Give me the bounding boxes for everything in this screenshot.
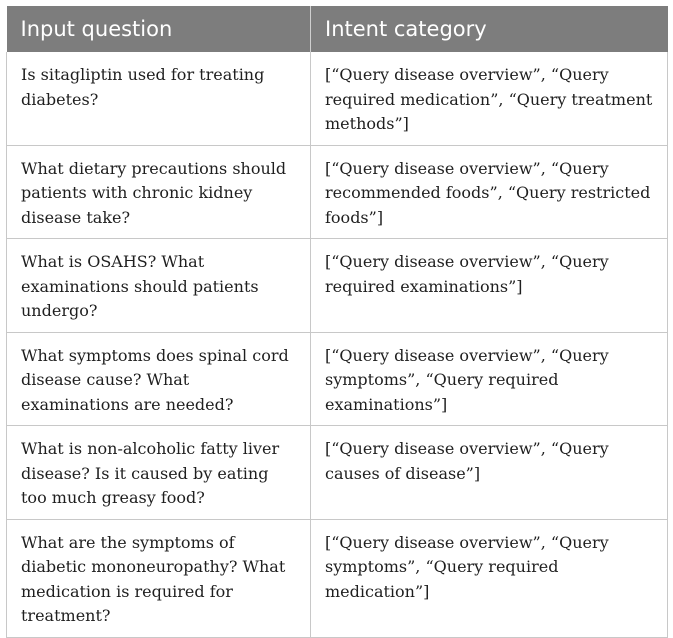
header-input-question: Input question [7, 6, 311, 52]
question-cell: What dietary precautions should patients with chronic kidney disease take? [7, 145, 311, 239]
table-row [7, 52, 668, 145]
question-cell: Is sitagliptin used for treating diabetes? [7, 52, 311, 145]
intent-cell: [“Query disease overview”, “Query symptoms”, “Query required medication”] [311, 519, 668, 637]
intent-cell: [“Query disease overview”, “Query causes of disease”] [311, 426, 668, 520]
question-cell: What is non-alcoholic fatty liver disease? Is it caused by eating too much greasy food? [7, 426, 311, 520]
question-cell: What are the symptoms of diabetic mononeuropathy? What medication is required for treatment? [7, 519, 311, 637]
table-header [7, 6, 668, 52]
table-row [7, 145, 668, 239]
intent-cell: [“Query disease overview”, “Query symptoms”, “Query required examinations”] [311, 332, 668, 426]
question-cell: What symptoms does spinal cord disease cause? What examinations are needed? [7, 332, 311, 426]
intent-table [6, 6, 668, 638]
table-row [7, 332, 668, 426]
table-body [7, 52, 668, 637]
intent-cell: [“Query disease overview”, “Query required examinations”] [311, 239, 668, 333]
table-row [7, 519, 668, 637]
table-row [7, 239, 668, 333]
question-cell: What is OSAHS? What examinations should patients undergo? [7, 239, 311, 333]
header-row [7, 6, 668, 52]
intent-cell: [“Query disease overview”, “Query recommended foods”, “Query restricted foods”] [311, 145, 668, 239]
intent-cell: [“Query disease overview”, “Query required medication”, “Query treatment methods”] [311, 52, 668, 145]
table-row [7, 426, 668, 520]
header-intent-category: Intent category [311, 6, 668, 52]
